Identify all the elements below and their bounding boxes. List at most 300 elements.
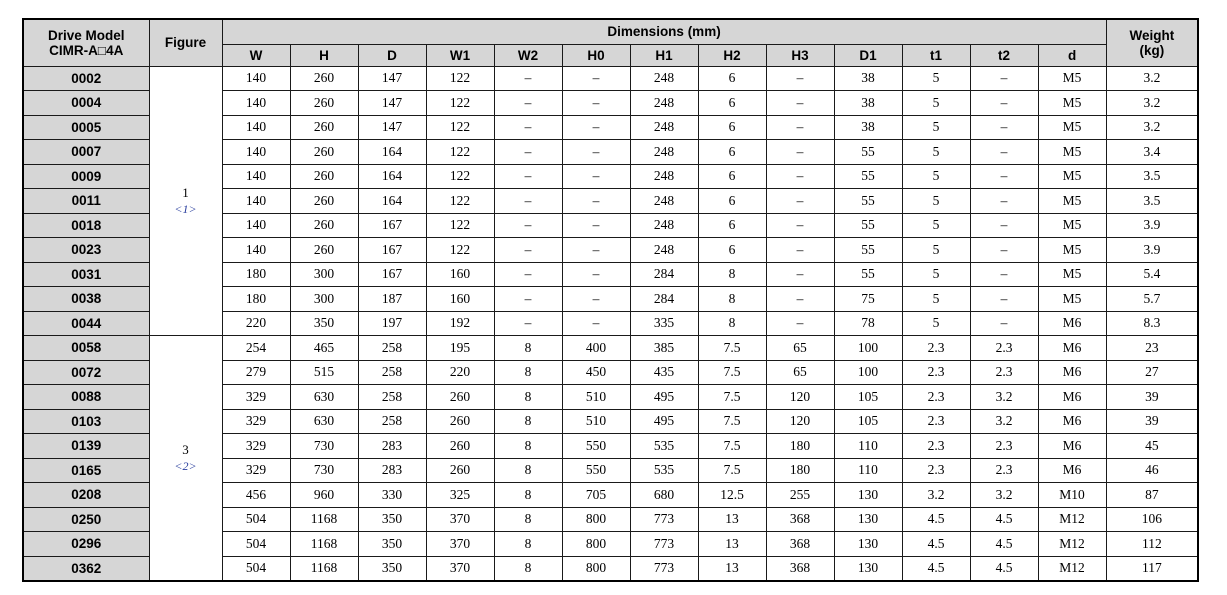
weight-cell: 3.9 — [1106, 238, 1198, 263]
dim-h3-cell: – — [766, 91, 834, 116]
dim-h2-cell: 13 — [698, 556, 766, 581]
dim-h2-cell: 7.5 — [698, 336, 766, 361]
dim-h1-cell: 248 — [630, 66, 698, 91]
dim-h0-cell: 550 — [562, 434, 630, 459]
dim-h0-cell: – — [562, 115, 630, 140]
dim-h-cell: 960 — [290, 483, 358, 508]
dim-h3-cell: – — [766, 164, 834, 189]
dim-d1-cell: 55 — [834, 238, 902, 263]
header-drive-model-line1: Drive Model — [47, 27, 125, 43]
dim-t2-cell: 2.3 — [970, 458, 1038, 483]
dim-h0-cell: – — [562, 287, 630, 312]
dim-w-cell: 456 — [222, 483, 290, 508]
dim-t1-cell: 5 — [902, 287, 970, 312]
dim-d-cell: M5 — [1038, 213, 1106, 238]
dim-t2-cell: – — [970, 311, 1038, 336]
figure-number: 1 — [182, 184, 189, 200]
dim-t1-cell: 2.3 — [902, 434, 970, 459]
dim-d-cell: 164 — [358, 140, 426, 165]
dim-h2-cell: 8 — [698, 287, 766, 312]
dim-d-cell: M6 — [1038, 336, 1106, 361]
dim-w-cell: 140 — [222, 189, 290, 214]
dim-d-cell: M6 — [1038, 385, 1106, 410]
dimensions-table — [22, 18, 1199, 582]
dim-d-cell: M6 — [1038, 311, 1106, 336]
header-figure: Figure — [149, 19, 222, 66]
dim-h1-cell: 284 — [630, 287, 698, 312]
drive-model-cell: 0005 — [23, 115, 149, 140]
table-row — [23, 66, 1198, 91]
weight-cell: 39 — [1106, 385, 1198, 410]
drive-model-cell: 0018 — [23, 213, 149, 238]
dim-d-cell: M6 — [1038, 360, 1106, 385]
figure-number: 3 — [182, 441, 189, 457]
dim-t2-cell: – — [970, 238, 1038, 263]
dim-w1-cell: 122 — [426, 115, 494, 140]
dimensions-table-container — [22, 18, 1199, 582]
dim-t2-cell: 3.2 — [970, 483, 1038, 508]
dim-d-cell: 283 — [358, 434, 426, 459]
weight-cell: 45 — [1106, 434, 1198, 459]
dim-h-cell: 730 — [290, 434, 358, 459]
dim-h-cell: 515 — [290, 360, 358, 385]
dim-w2-cell: – — [494, 238, 562, 263]
dim-w2-cell: – — [494, 66, 562, 91]
dim-t2-cell: 2.3 — [970, 434, 1038, 459]
dim-t1-cell: 2.3 — [902, 385, 970, 410]
dim-w2-cell: – — [494, 189, 562, 214]
dim-h0-cell: – — [562, 238, 630, 263]
dim-w2-cell: 8 — [494, 556, 562, 581]
dim-h-cell: 260 — [290, 164, 358, 189]
weight-cell: 3.5 — [1106, 189, 1198, 214]
dim-d1-cell: 55 — [834, 140, 902, 165]
dim-t2-cell: 4.5 — [970, 532, 1038, 557]
figure-reference-link[interactable]: <2> — [174, 458, 197, 473]
dim-d-cell: 258 — [358, 360, 426, 385]
dim-w2-cell: – — [494, 91, 562, 116]
drive-model-cell: 0002 — [23, 66, 149, 91]
drive-model-cell: 0072 — [23, 360, 149, 385]
weight-cell: 27 — [1106, 360, 1198, 385]
figure-cell — [149, 336, 222, 581]
dim-h2-cell: 7.5 — [698, 409, 766, 434]
header-weight-line1: Weight — [1129, 27, 1175, 43]
dim-t1-cell: 2.3 — [902, 409, 970, 434]
dim-w2-cell: – — [494, 287, 562, 312]
dim-h1-cell: 495 — [630, 409, 698, 434]
dim-d-cell: M12 — [1038, 507, 1106, 532]
weight-cell: 23 — [1106, 336, 1198, 361]
dim-w1-cell: 122 — [426, 164, 494, 189]
dim-h3-cell: – — [766, 311, 834, 336]
header-weight-line2: (kg) — [1139, 42, 1165, 58]
dim-w2-cell: – — [494, 262, 562, 287]
dim-w-cell: 329 — [222, 385, 290, 410]
weight-cell: 3.2 — [1106, 91, 1198, 116]
dim-w1-cell: 260 — [426, 385, 494, 410]
dim-h0-cell: 510 — [562, 385, 630, 410]
dim-w-cell: 329 — [222, 434, 290, 459]
dim-w1-cell: 260 — [426, 434, 494, 459]
dim-h1-cell: 773 — [630, 556, 698, 581]
dim-t2-cell: 2.3 — [970, 336, 1038, 361]
dim-h1-cell: 248 — [630, 140, 698, 165]
dim-h0-cell: – — [562, 189, 630, 214]
dim-h0-cell: 550 — [562, 458, 630, 483]
dim-h-cell: 1168 — [290, 507, 358, 532]
header-dim-d: D — [358, 44, 426, 66]
dim-t1-cell: 5 — [902, 66, 970, 91]
dim-d1-cell: 78 — [834, 311, 902, 336]
dim-t2-cell: 4.5 — [970, 507, 1038, 532]
header-dim-t2: t2 — [970, 44, 1038, 66]
dim-t1-cell: 5 — [902, 164, 970, 189]
dim-h1-cell: 248 — [630, 164, 698, 189]
dim-d1-cell: 75 — [834, 287, 902, 312]
dim-h-cell: 465 — [290, 336, 358, 361]
dim-w2-cell: 8 — [494, 532, 562, 557]
dim-w1-cell: 122 — [426, 189, 494, 214]
dim-w-cell: 329 — [222, 458, 290, 483]
weight-cell: 117 — [1106, 556, 1198, 581]
drive-model-cell: 0011 — [23, 189, 149, 214]
drive-model-cell: 0058 — [23, 336, 149, 361]
dim-h1-cell: 495 — [630, 385, 698, 410]
dim-t1-cell: 4.5 — [902, 532, 970, 557]
dim-d-cell: M6 — [1038, 458, 1106, 483]
dim-h-cell: 1168 — [290, 532, 358, 557]
weight-cell: 3.5 — [1106, 164, 1198, 189]
dim-h1-cell: 773 — [630, 507, 698, 532]
dim-d-cell: M5 — [1038, 115, 1106, 140]
dim-t1-cell: 5 — [902, 262, 970, 287]
dim-w-cell: 140 — [222, 140, 290, 165]
dim-t2-cell: – — [970, 189, 1038, 214]
drive-model-cell: 0009 — [23, 164, 149, 189]
dim-d1-cell: 38 — [834, 66, 902, 91]
dim-h1-cell: 248 — [630, 91, 698, 116]
dim-w1-cell: 192 — [426, 311, 494, 336]
dim-h2-cell: 13 — [698, 507, 766, 532]
dim-w-cell: 140 — [222, 115, 290, 140]
weight-cell: 106 — [1106, 507, 1198, 532]
dim-w1-cell: 122 — [426, 66, 494, 91]
dim-w2-cell: 8 — [494, 434, 562, 459]
dim-h0-cell: 800 — [562, 532, 630, 557]
dim-h3-cell: 180 — [766, 458, 834, 483]
dim-t1-cell: 5 — [902, 238, 970, 263]
drive-model-cell: 0031 — [23, 262, 149, 287]
drive-model-cell: 0296 — [23, 532, 149, 557]
dim-h0-cell: – — [562, 91, 630, 116]
dim-w-cell: 504 — [222, 532, 290, 557]
dim-h0-cell: 705 — [562, 483, 630, 508]
dim-h-cell: 260 — [290, 115, 358, 140]
dim-w1-cell: 370 — [426, 556, 494, 581]
dim-w2-cell: 8 — [494, 483, 562, 508]
dim-h3-cell: – — [766, 213, 834, 238]
dim-t2-cell: – — [970, 91, 1038, 116]
dim-w1-cell: 220 — [426, 360, 494, 385]
dim-t1-cell: 2.3 — [902, 360, 970, 385]
dim-w1-cell: 160 — [426, 287, 494, 312]
dim-h3-cell: – — [766, 140, 834, 165]
dim-t1-cell: 5 — [902, 213, 970, 238]
dim-h0-cell: 800 — [562, 507, 630, 532]
dim-h-cell: 300 — [290, 262, 358, 287]
dim-d-cell: 283 — [358, 458, 426, 483]
dim-w-cell: 279 — [222, 360, 290, 385]
dim-d-cell: 147 — [358, 66, 426, 91]
dim-t2-cell: 3.2 — [970, 409, 1038, 434]
dim-h2-cell: 6 — [698, 213, 766, 238]
dim-d-cell: M10 — [1038, 483, 1106, 508]
dim-d1-cell: 130 — [834, 532, 902, 557]
dim-h-cell: 1168 — [290, 556, 358, 581]
dim-w2-cell: 8 — [494, 409, 562, 434]
dim-d-cell: 167 — [358, 262, 426, 287]
dim-h3-cell: 255 — [766, 483, 834, 508]
figure-cell — [149, 66, 222, 336]
dim-d-cell: M5 — [1038, 66, 1106, 91]
dim-w1-cell: 122 — [426, 238, 494, 263]
dim-t1-cell: 3.2 — [902, 483, 970, 508]
header-dim-d1: D1 — [834, 44, 902, 66]
weight-cell: 46 — [1106, 458, 1198, 483]
dim-w-cell: 140 — [222, 164, 290, 189]
dim-d-cell: 164 — [358, 189, 426, 214]
dim-d1-cell: 55 — [834, 164, 902, 189]
dim-h-cell: 260 — [290, 140, 358, 165]
dim-h2-cell: 7.5 — [698, 434, 766, 459]
dim-d-cell: 147 — [358, 115, 426, 140]
dim-t1-cell: 5 — [902, 311, 970, 336]
header-dim-w: W — [222, 44, 290, 66]
dim-w-cell: 254 — [222, 336, 290, 361]
dim-h-cell: 300 — [290, 287, 358, 312]
dim-w-cell: 504 — [222, 507, 290, 532]
dim-w-cell: 329 — [222, 409, 290, 434]
header-dim-h2: H2 — [698, 44, 766, 66]
header-row-top — [23, 19, 1198, 44]
dim-w2-cell: – — [494, 213, 562, 238]
dim-d-cell: M5 — [1038, 262, 1106, 287]
dim-w1-cell: 122 — [426, 213, 494, 238]
drive-model-cell: 0362 — [23, 556, 149, 581]
dim-h-cell: 630 — [290, 409, 358, 434]
dim-h3-cell: 368 — [766, 556, 834, 581]
dim-h1-cell: 385 — [630, 336, 698, 361]
dim-d-cell: 258 — [358, 336, 426, 361]
dim-h0-cell: – — [562, 262, 630, 287]
dim-w2-cell: – — [494, 115, 562, 140]
weight-cell: 3.4 — [1106, 140, 1198, 165]
dim-w2-cell: 8 — [494, 336, 562, 361]
dim-d-cell: 167 — [358, 213, 426, 238]
dim-h1-cell: 335 — [630, 311, 698, 336]
dim-d-cell: 350 — [358, 556, 426, 581]
dim-h3-cell: 65 — [766, 336, 834, 361]
drive-model-cell: 0023 — [23, 238, 149, 263]
dim-t1-cell: 5 — [902, 115, 970, 140]
dim-w2-cell: – — [494, 311, 562, 336]
dim-t1-cell: 5 — [902, 189, 970, 214]
dim-h3-cell: – — [766, 287, 834, 312]
dim-h1-cell: 535 — [630, 434, 698, 459]
dim-t2-cell: – — [970, 66, 1038, 91]
dim-t1-cell: 2.3 — [902, 458, 970, 483]
dim-h2-cell: 6 — [698, 189, 766, 214]
dim-d-cell: M5 — [1038, 140, 1106, 165]
dim-h2-cell: 7.5 — [698, 458, 766, 483]
dim-h1-cell: 435 — [630, 360, 698, 385]
dim-d1-cell: 55 — [834, 213, 902, 238]
dim-w-cell: 140 — [222, 213, 290, 238]
drive-model-cell: 0165 — [23, 458, 149, 483]
dim-d1-cell: 38 — [834, 91, 902, 116]
dim-w2-cell: 8 — [494, 360, 562, 385]
dim-h2-cell: 6 — [698, 164, 766, 189]
weight-cell: 3.2 — [1106, 115, 1198, 140]
dim-d1-cell: 105 — [834, 409, 902, 434]
dim-d-cell: M5 — [1038, 287, 1106, 312]
dim-w-cell: 180 — [222, 287, 290, 312]
dim-d1-cell: 110 — [834, 434, 902, 459]
dim-w2-cell: – — [494, 164, 562, 189]
weight-cell: 87 — [1106, 483, 1198, 508]
dim-h3-cell: – — [766, 115, 834, 140]
header-dim-d: d — [1038, 44, 1106, 66]
dim-h2-cell: 7.5 — [698, 385, 766, 410]
drive-model-cell: 0208 — [23, 483, 149, 508]
dim-h-cell: 260 — [290, 213, 358, 238]
dim-h-cell: 260 — [290, 91, 358, 116]
dim-d-cell: M5 — [1038, 91, 1106, 116]
dim-h1-cell: 773 — [630, 532, 698, 557]
dim-h3-cell: – — [766, 238, 834, 263]
dim-w2-cell: 8 — [494, 507, 562, 532]
dim-w-cell: 140 — [222, 238, 290, 263]
dim-w1-cell: 260 — [426, 458, 494, 483]
dim-h1-cell: 680 — [630, 483, 698, 508]
dim-h-cell: 260 — [290, 66, 358, 91]
dim-h3-cell: – — [766, 66, 834, 91]
weight-cell: 112 — [1106, 532, 1198, 557]
dim-w-cell: 180 — [222, 262, 290, 287]
drive-model-cell: 0088 — [23, 385, 149, 410]
dim-d1-cell: 130 — [834, 556, 902, 581]
dim-d1-cell: 130 — [834, 507, 902, 532]
dim-w1-cell: 122 — [426, 91, 494, 116]
dim-h3-cell: 120 — [766, 409, 834, 434]
dim-w2-cell: 8 — [494, 458, 562, 483]
drive-model-cell: 0139 — [23, 434, 149, 459]
dim-t1-cell: 4.5 — [902, 556, 970, 581]
dim-h0-cell: 800 — [562, 556, 630, 581]
header-dim-h0: H0 — [562, 44, 630, 66]
dim-h2-cell: 6 — [698, 238, 766, 263]
dim-h2-cell: 13 — [698, 532, 766, 557]
dim-h1-cell: 248 — [630, 115, 698, 140]
dim-d-cell: M6 — [1038, 434, 1106, 459]
dim-t2-cell: 2.3 — [970, 360, 1038, 385]
dim-h3-cell: – — [766, 262, 834, 287]
dim-h0-cell: – — [562, 311, 630, 336]
dim-h2-cell: 6 — [698, 115, 766, 140]
dim-h1-cell: 535 — [630, 458, 698, 483]
dim-w1-cell: 370 — [426, 507, 494, 532]
dim-w-cell: 140 — [222, 91, 290, 116]
dim-d1-cell: 110 — [834, 458, 902, 483]
dim-w1-cell: 160 — [426, 262, 494, 287]
dim-w-cell: 504 — [222, 556, 290, 581]
dim-d-cell: M5 — [1038, 238, 1106, 263]
dim-d1-cell: 100 — [834, 360, 902, 385]
dim-d-cell: 164 — [358, 164, 426, 189]
dim-d-cell: M5 — [1038, 189, 1106, 214]
dim-h0-cell: – — [562, 66, 630, 91]
weight-cell: 3.9 — [1106, 213, 1198, 238]
dim-d-cell: 258 — [358, 385, 426, 410]
dim-d-cell: 197 — [358, 311, 426, 336]
dim-h-cell: 350 — [290, 311, 358, 336]
dim-t2-cell: – — [970, 140, 1038, 165]
dim-h1-cell: 248 — [630, 238, 698, 263]
dim-d1-cell: 105 — [834, 385, 902, 410]
dim-w-cell: 140 — [222, 66, 290, 91]
weight-cell: 5.4 — [1106, 262, 1198, 287]
drive-model-cell: 0007 — [23, 140, 149, 165]
dim-d-cell: 167 — [358, 238, 426, 263]
dim-t2-cell: – — [970, 164, 1038, 189]
dim-d-cell: M12 — [1038, 556, 1106, 581]
figure-reference-link[interactable]: <1> — [174, 201, 197, 216]
weight-cell: 3.2 — [1106, 66, 1198, 91]
header-drive-model-line2: CIMR-A□4A — [49, 42, 124, 58]
dim-t2-cell: – — [970, 262, 1038, 287]
dim-h1-cell: 248 — [630, 213, 698, 238]
dim-w2-cell: 8 — [494, 385, 562, 410]
dim-d1-cell: 38 — [834, 115, 902, 140]
header-dim-h1: H1 — [630, 44, 698, 66]
dim-h3-cell: 368 — [766, 532, 834, 557]
dim-d1-cell: 100 — [834, 336, 902, 361]
drive-model-cell: 0103 — [23, 409, 149, 434]
table-row — [23, 336, 1198, 361]
dim-h1-cell: 284 — [630, 262, 698, 287]
dim-t2-cell: 3.2 — [970, 385, 1038, 410]
dim-t1-cell: 4.5 — [902, 507, 970, 532]
header-dim-w1: W1 — [426, 44, 494, 66]
dim-h3-cell: – — [766, 189, 834, 214]
dim-w1-cell: 122 — [426, 140, 494, 165]
dim-h0-cell: – — [562, 140, 630, 165]
drive-model-cell: 0004 — [23, 91, 149, 116]
dim-w-cell: 220 — [222, 311, 290, 336]
dim-d-cell: 258 — [358, 409, 426, 434]
dim-t2-cell: – — [970, 115, 1038, 140]
header-weight — [1106, 19, 1198, 66]
weight-cell: 39 — [1106, 409, 1198, 434]
dim-h-cell: 260 — [290, 238, 358, 263]
dim-t2-cell: – — [970, 287, 1038, 312]
dim-h3-cell: 180 — [766, 434, 834, 459]
dim-d1-cell: 55 — [834, 262, 902, 287]
dim-d-cell: 147 — [358, 91, 426, 116]
dim-h0-cell: 450 — [562, 360, 630, 385]
drive-model-cell: 0038 — [23, 287, 149, 312]
